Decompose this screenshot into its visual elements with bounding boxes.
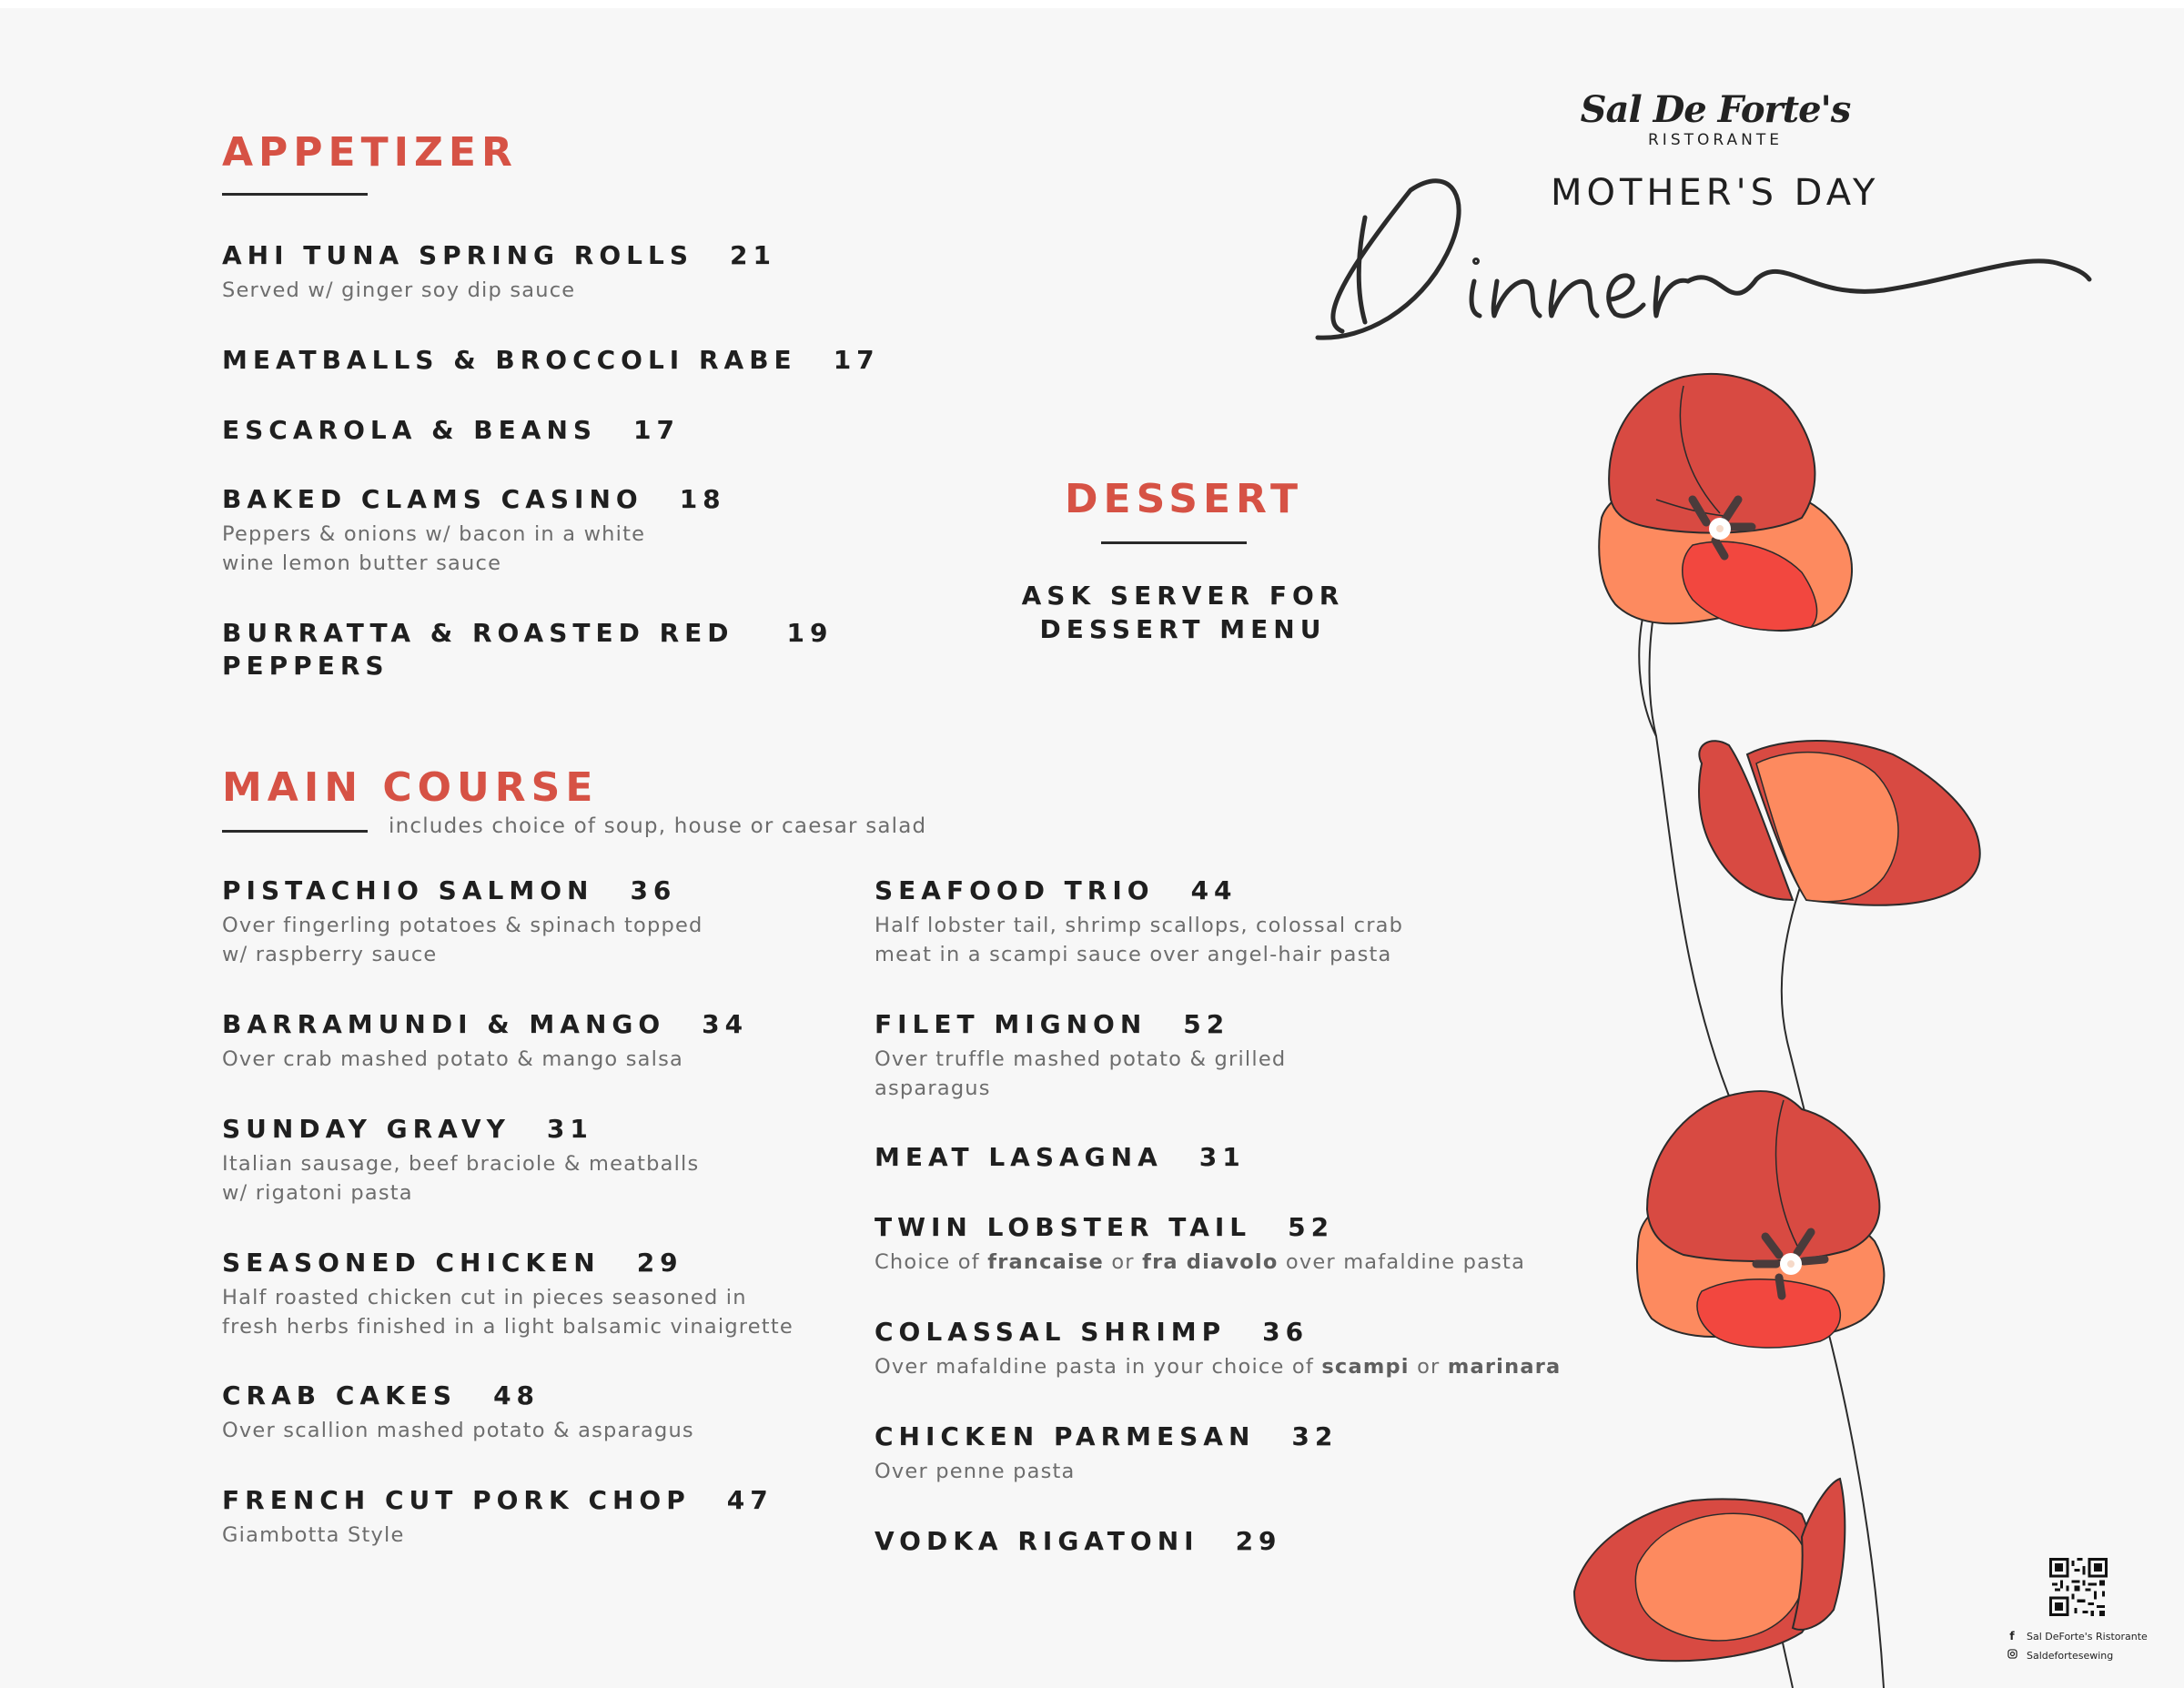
dessert-note: ASK SERVER FOR DESSERT MENU xyxy=(1021,581,1345,644)
dessert-divider xyxy=(1101,541,1247,544)
item-price: 31 xyxy=(546,1114,593,1144)
menu-item xyxy=(875,1211,1525,1277)
item-description: Served w/ ginger soy dip sauce xyxy=(222,278,576,302)
poppy-flower-2 xyxy=(1699,741,1980,905)
menu-item xyxy=(222,483,726,578)
item-name: ESCAROLA & BEANS xyxy=(222,415,598,445)
menu-item xyxy=(222,1008,748,1074)
item-description: Over crab mashed potato & mango salsa xyxy=(222,1047,684,1071)
item-description: Peppers & onions w/ bacon in a white wine lemon butter sauce xyxy=(222,522,646,575)
main-course-title: MAIN COURSE xyxy=(222,764,599,811)
item-price: 48 xyxy=(493,1380,541,1410)
item-name: COLASSAL SHRIMP xyxy=(875,1317,1227,1347)
restaurant-logo xyxy=(1565,88,1866,149)
poppy-flower-4 xyxy=(1574,1479,1845,1661)
item-price: 32 xyxy=(1291,1421,1339,1451)
menu-item xyxy=(222,874,703,969)
item-price: 52 xyxy=(1288,1212,1335,1242)
facebook-link[interactable] xyxy=(2007,1630,2148,1643)
instagram-icon xyxy=(2007,1649,2017,1662)
menu-item xyxy=(875,874,1403,969)
item-price: 19 xyxy=(786,618,834,648)
event-title: MOTHER'S DAY xyxy=(1551,172,1880,214)
item-price: 36 xyxy=(630,875,677,905)
item-price: 36 xyxy=(1262,1317,1309,1347)
item-name: SUNDAY GRAVY xyxy=(222,1114,511,1144)
main-course-note: includes choice of soup, house or caesar salad xyxy=(389,814,927,838)
item-description: Over penne pasta xyxy=(875,1460,1076,1483)
menu-item xyxy=(875,1008,1286,1103)
item-name: SEAFOOD TRIO xyxy=(875,875,1155,905)
item-price: 52 xyxy=(1183,1009,1230,1039)
item-price: 17 xyxy=(633,415,681,445)
item-name: FILET MIGNON xyxy=(875,1009,1148,1039)
item-price: 44 xyxy=(1190,875,1238,905)
item-price: 47 xyxy=(726,1485,774,1515)
poppy-illustration xyxy=(1547,354,2020,1688)
menu-item xyxy=(222,1484,774,1550)
dinner-script-lettering xyxy=(1301,163,2138,354)
item-description: Over fingerling potatoes & spinach topped w/ raspberry sauce xyxy=(222,914,703,966)
instagram-link[interactable] xyxy=(2007,1649,2113,1662)
item-price: 17 xyxy=(833,345,880,375)
appetizer-title: APPETIZER xyxy=(222,129,518,176)
item-name: MEAT LASAGNA xyxy=(875,1142,1163,1172)
menu-item xyxy=(222,1380,694,1445)
item-description: Half lobster tail, shrimp scallops, colossal crab meat in a scampi sauce over angel-hair pasta xyxy=(875,914,1404,966)
menu-item xyxy=(222,1113,699,1208)
menu-item xyxy=(875,1525,1282,1558)
item-price: 21 xyxy=(730,240,776,270)
menu-item xyxy=(222,1247,794,1341)
item-name: AHI TUNA SPRING ROLLS xyxy=(222,240,693,270)
dessert-title: DESSERT xyxy=(1065,476,1303,522)
menu-item xyxy=(222,239,776,305)
facebook-icon: f xyxy=(2009,1630,2015,1643)
item-price: 18 xyxy=(679,484,726,514)
menu-item xyxy=(875,1141,1246,1174)
item-description: Over scallion mashed potato & asparagus xyxy=(222,1419,694,1442)
item-name: VODKA RIGATONI xyxy=(875,1526,1199,1556)
item-price: 29 xyxy=(636,1248,683,1278)
appetizer-divider xyxy=(222,193,368,196)
logo-subtitle: RISTORANTE xyxy=(1648,131,1783,149)
item-description: Giambotta Style xyxy=(222,1523,405,1547)
item-name: FRENCH CUT PORK CHOP xyxy=(222,1485,691,1515)
poppy-flower-3 xyxy=(1637,1091,1884,1348)
item-description: Half roasted chicken cut in pieces seasoned in fresh herbs finished in a light balsamic vinaigrette xyxy=(222,1286,794,1339)
item-description: Over truffle mashed potato & grilled asparagus xyxy=(875,1047,1287,1100)
facebook-label: Sal DeForte's Ristorante xyxy=(2027,1630,2148,1643)
menu-item xyxy=(222,617,834,682)
item-name: SEASONED CHICKEN xyxy=(222,1248,601,1278)
menu-item xyxy=(875,1420,1338,1486)
menu-item xyxy=(222,344,880,377)
item-price: 31 xyxy=(1198,1142,1246,1172)
item-description: Italian sausage, beef braciole & meatballs w/ rigatoni pasta xyxy=(222,1152,700,1205)
item-description: Over mafaldine pasta in your choice of scampi or marinara xyxy=(875,1355,1562,1379)
qr-code xyxy=(2049,1558,2108,1616)
item-name: CHICKEN PARMESAN xyxy=(875,1421,1256,1451)
item-name-continued: PEPPERS xyxy=(222,651,389,681)
item-name: BARRAMUNDI & MANGO xyxy=(222,1009,666,1039)
menu-item xyxy=(875,1316,1561,1381)
menu-item xyxy=(222,414,680,447)
main-course-divider xyxy=(222,830,368,833)
item-name: TWIN LOBSTER TAIL xyxy=(875,1212,1252,1242)
item-name: MEATBALLS & BROCCOLI RABE xyxy=(222,345,797,375)
menu-page xyxy=(0,8,2184,1688)
item-price: 34 xyxy=(702,1009,749,1039)
logo-name: Sal De Forte's xyxy=(1580,88,1851,131)
poppy-flower-1 xyxy=(1599,374,1852,631)
item-name: BAKED CLAMS CASINO xyxy=(222,484,643,514)
item-name: CRAB CAKES xyxy=(222,1380,458,1410)
item-name: BURRATTA & ROASTED RED xyxy=(222,618,734,648)
item-price: 29 xyxy=(1235,1526,1282,1556)
item-name: PISTACHIO SALMON xyxy=(222,875,594,905)
item-description: Choice of francaise or fra diavolo over mafaldine pasta xyxy=(875,1250,1526,1274)
instagram-label: Saldefortesewing xyxy=(2027,1649,2114,1662)
